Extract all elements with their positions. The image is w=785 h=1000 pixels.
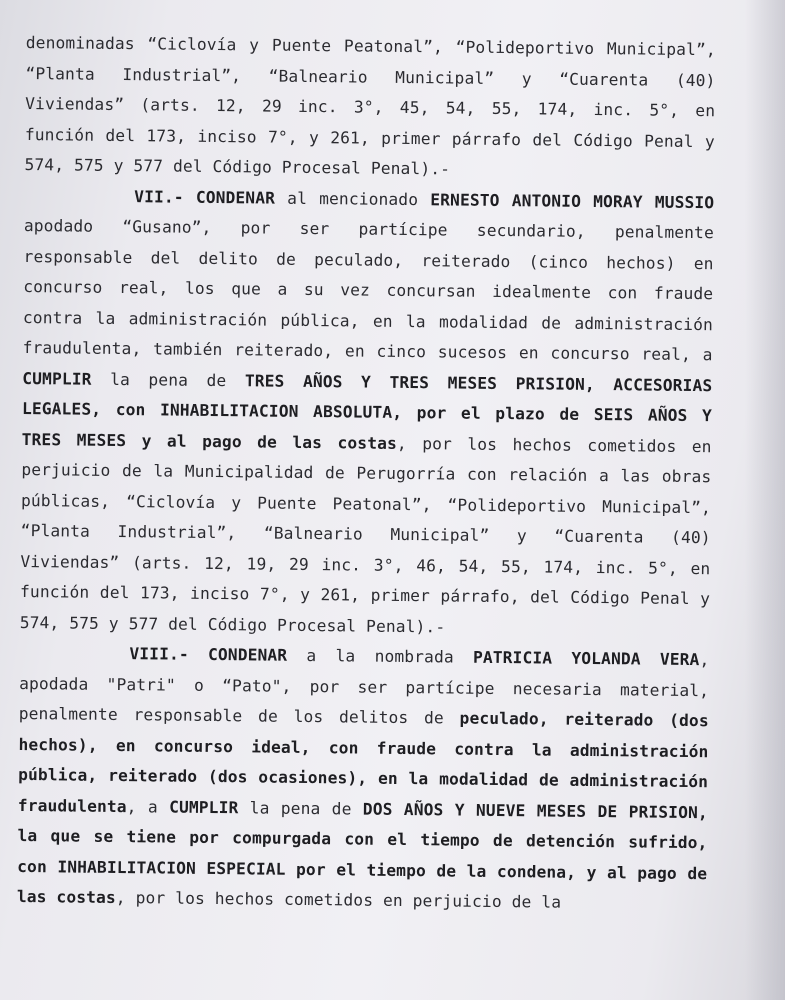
bold-text-run: ERNESTO ANTONIO MORAY MUSSIO xyxy=(430,189,715,212)
paragraph-2-text xyxy=(20,187,715,636)
text-run: la pena de xyxy=(238,797,363,819)
text-run: al mencionado xyxy=(274,188,431,209)
bold-text-run: VII.- CONDENAR xyxy=(134,186,276,208)
paragraph-indent xyxy=(24,200,134,201)
text-run: , a xyxy=(126,796,170,817)
bold-text-run: VIII.- CONDENAR xyxy=(129,644,288,665)
text-run: , por los hechos cometidos en perjuicio de la Municipalidad de Perugorría con relación a las obras públicas, “Ciclovía y Puente Peatonal”, “Polideportivo Municipal”, “Planta Industrial”, “Balneario Municipal” y “Cuarenta (40) Viviendas” (arts. 12, 19, 29 inc. 3°, 46, 54, 55, 174, inc. 5°, en función del 173, inciso 7°, y 261, primer párrafo, del Código Penal y 574, 575 y 577 del Código Procesal Penal).- xyxy=(19,433,712,636)
paragraph-3 xyxy=(17,638,710,920)
bold-text-run: DOS AÑOS Y NUEVE MESES DE PRISION, la que se tiene por compurgada con el tiempo de detención sufrido, con INHABILITACION ESPECIAL por el tiempo de la condena, y al pago de las costas xyxy=(16,799,708,907)
text-run: apodado “Gusano”, por ser partícipe secundario, penalmente responsable del delito de peculado, reiterado (cinco hechos) en concurso real, los que a su vez concursan idealmente con fraude contra la administración pública, en la modalidad de administración fraudulenta, también reiterado, en cinco sucesos en concurso real, a xyxy=(22,215,714,365)
paragraph-3-text xyxy=(17,644,710,912)
text-run: la pena de xyxy=(91,369,246,390)
bold-text-run: PATRICIA YOLANDA VERA xyxy=(472,647,700,670)
text-run: , apodada "Patri" o “Pato", por ser partícipe necesaria material, penalmente responsable de los delitos de xyxy=(18,650,710,728)
text-run: denominadas “Ciclovía y Puente Peatonal”, “Polideportivo Municipal”, “Planta Industrial”, “Balneario Municipal” y “Cuarenta (40) Viviendas” (arts. 12, 29 inc. 3°, 45, 54, 55, 174, inc. 5°, en función del 173, inciso 7°, y 261, primer párrafo del Código Penal y 574, 575 y 577 del Código Procesal Penal).- xyxy=(24,32,716,179)
page-edge-shadow xyxy=(745,0,785,1000)
text-run: , por los hechos cometidos en perjuicio de la xyxy=(115,887,562,912)
paragraph-1 xyxy=(24,28,716,188)
document-body xyxy=(17,28,716,920)
bold-text-run: CUMPLIR xyxy=(169,797,239,817)
paragraph-2 xyxy=(20,180,715,645)
paragraph-indent xyxy=(19,658,129,659)
bold-text-run: peculado, reiterado (dos hechos), en concurso ideal, con fraude contra la administración pública, reiterado (dos ocasiones), en la modalidad de administración fraudulenta xyxy=(17,708,709,816)
bold-text-run: TRES AÑOS Y TRES MESES PRISION, ACCESORIAS LEGALES, con INHABILITACION ABSOLUTA, por el plazo de SEIS AÑOS Y TRES MESES y al pago de las costas xyxy=(21,370,713,453)
text-run: a la nombrada xyxy=(287,645,474,667)
bold-text-run: CUMPLIR xyxy=(22,368,92,389)
